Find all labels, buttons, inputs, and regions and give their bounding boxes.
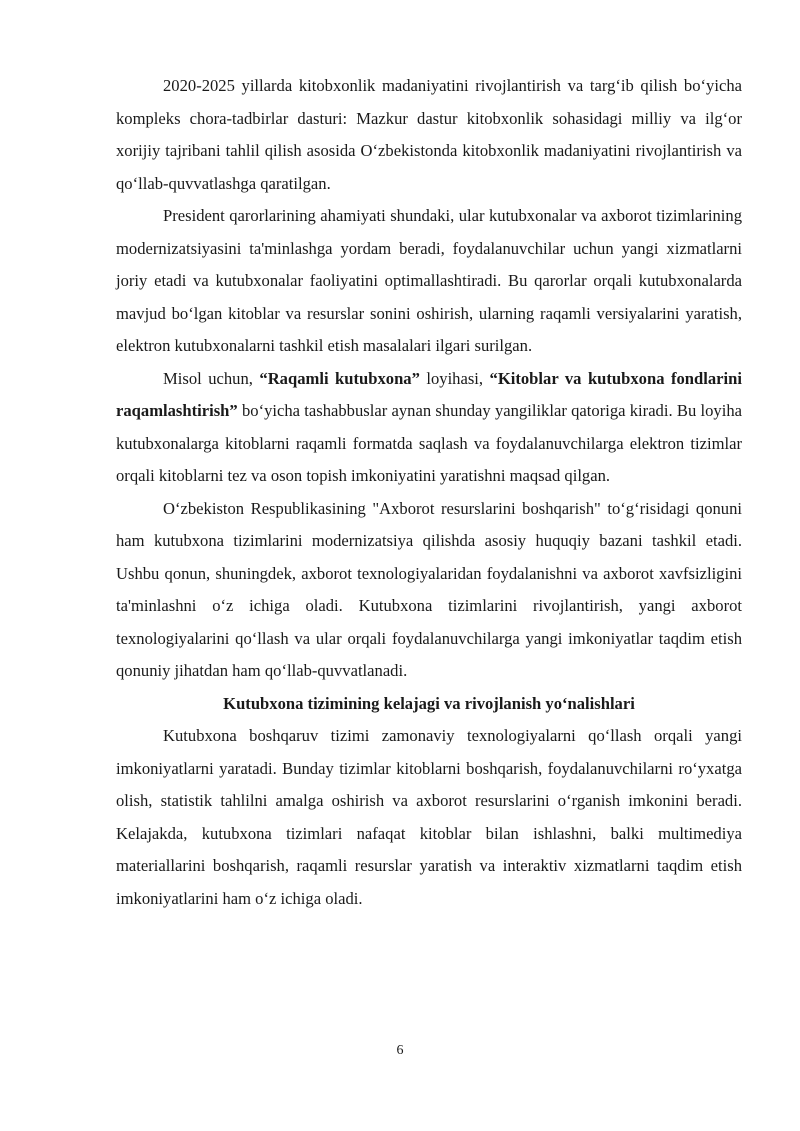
section-heading: Kutubxona tizimining kelajagi va rivojlanish yo‘nalishlari	[223, 693, 635, 713]
paragraph-text: loyihasi,	[419, 368, 490, 388]
paragraph-information-resources-law: O‘zbekiston Respublikasining "Axborot resurslarini boshqarish" to‘g‘risidagi qonuni ham kutubxona tizimlarini modernizatsiya qilishda asosiy huquqiy bazani tashkil etadi. Ushbu qonun, shuningdek, axborot texnologiyalaridan foydalanishni va axborot xavfsizligini ta'minlashni o‘z ichiga oladi. Kutubxona tizimlarini rivojlantirish, yangi axborot texnologiyalarini qo‘llash va ular orqali foydalanuvchilarga yangi imkoniyatlar taqdim etish qonuniy jihatdan ham qo‘llab-quvvatlanadi.	[116, 498, 742, 680]
initiative-name-digitization: “Kitoblar va kutubxona fondlarini raqamlashtirish”	[116, 368, 742, 420]
paragraph-text: bo‘yicha tashabbuslar aynan shunday yangiliklar qatoriga kiradi. Bu loyiha kutubxonalarga kitoblarni raqamli formatda saqlash va foydalanuvchilarga elektron tizimlar orqali kitoblarni tez va oson topish imkoniyatini yaratishni maqsad qilgan.	[116, 401, 742, 485]
paragraph-text: Misol uchun,	[163, 368, 260, 388]
paragraph-presidential-decisions: President qarorlarining ahamiyati shundaki, ular kutubxonalar va axborot tizimlarining modernizatsiyasini ta'minlashga yordam beradi, foydalanuvchilar uchun yangi xizmatlarni joriy etadi va kutubxonalar faoliyatini optimallashtiradi. Bu qarorlar orqali kutubxonalarda mavjud bo‘lgan kitoblar va resurslar sonini oshirish, ularning raqamli versiyalarini yaratish, elektron kutubxonalarni tashkil etish masalalari ilgari surilgan.	[116, 206, 742, 355]
paragraph-reading-culture-program: 2020-2025 yillarda kitobxonlik madaniyatini rivojlantirish va targ‘ib qilish bo‘yicha kompleks chora-tadbirlar dasturi: Mazkur dastur kitobxonlik sohasidagi milliy va ilg‘or xorijiy tajribani tahlil qilish asosida O‘zbekistonda kitobxonlik madaniyatini rivojlantirish va qo‘llab-quvvatlashga qaratilgan.	[116, 76, 742, 193]
page-number: 6	[396, 1043, 404, 1058]
document-body	[116, 70, 742, 915]
project-name-digital-library: “Raqamli kutubxona”	[259, 368, 420, 388]
paragraph-digital-library-example	[116, 363, 742, 493]
paragraph-library-management-system: Kutubxona boshqaruv tizimi zamonaviy texnologiyalarni qo‘llash orqali yangi imkoniyatlarni yaratadi. Bunday tizimlar kitoblarni boshqarish, foydalanuvchilarni ro‘yxatga olish, statistik tahlilni amalga oshirish va axborot resurslarini o‘rganish imkonini beradi. Kelajakda, kutubxona tizimlari nafaqat kitoblar bilan ishlashni, balki multimediya materiallarini boshqarish, raqamli resurslar yaratish va interaktiv xizmatlarni taqdim etish imkoniyatlarini ham o‘z ichiga oladi.	[116, 726, 742, 908]
